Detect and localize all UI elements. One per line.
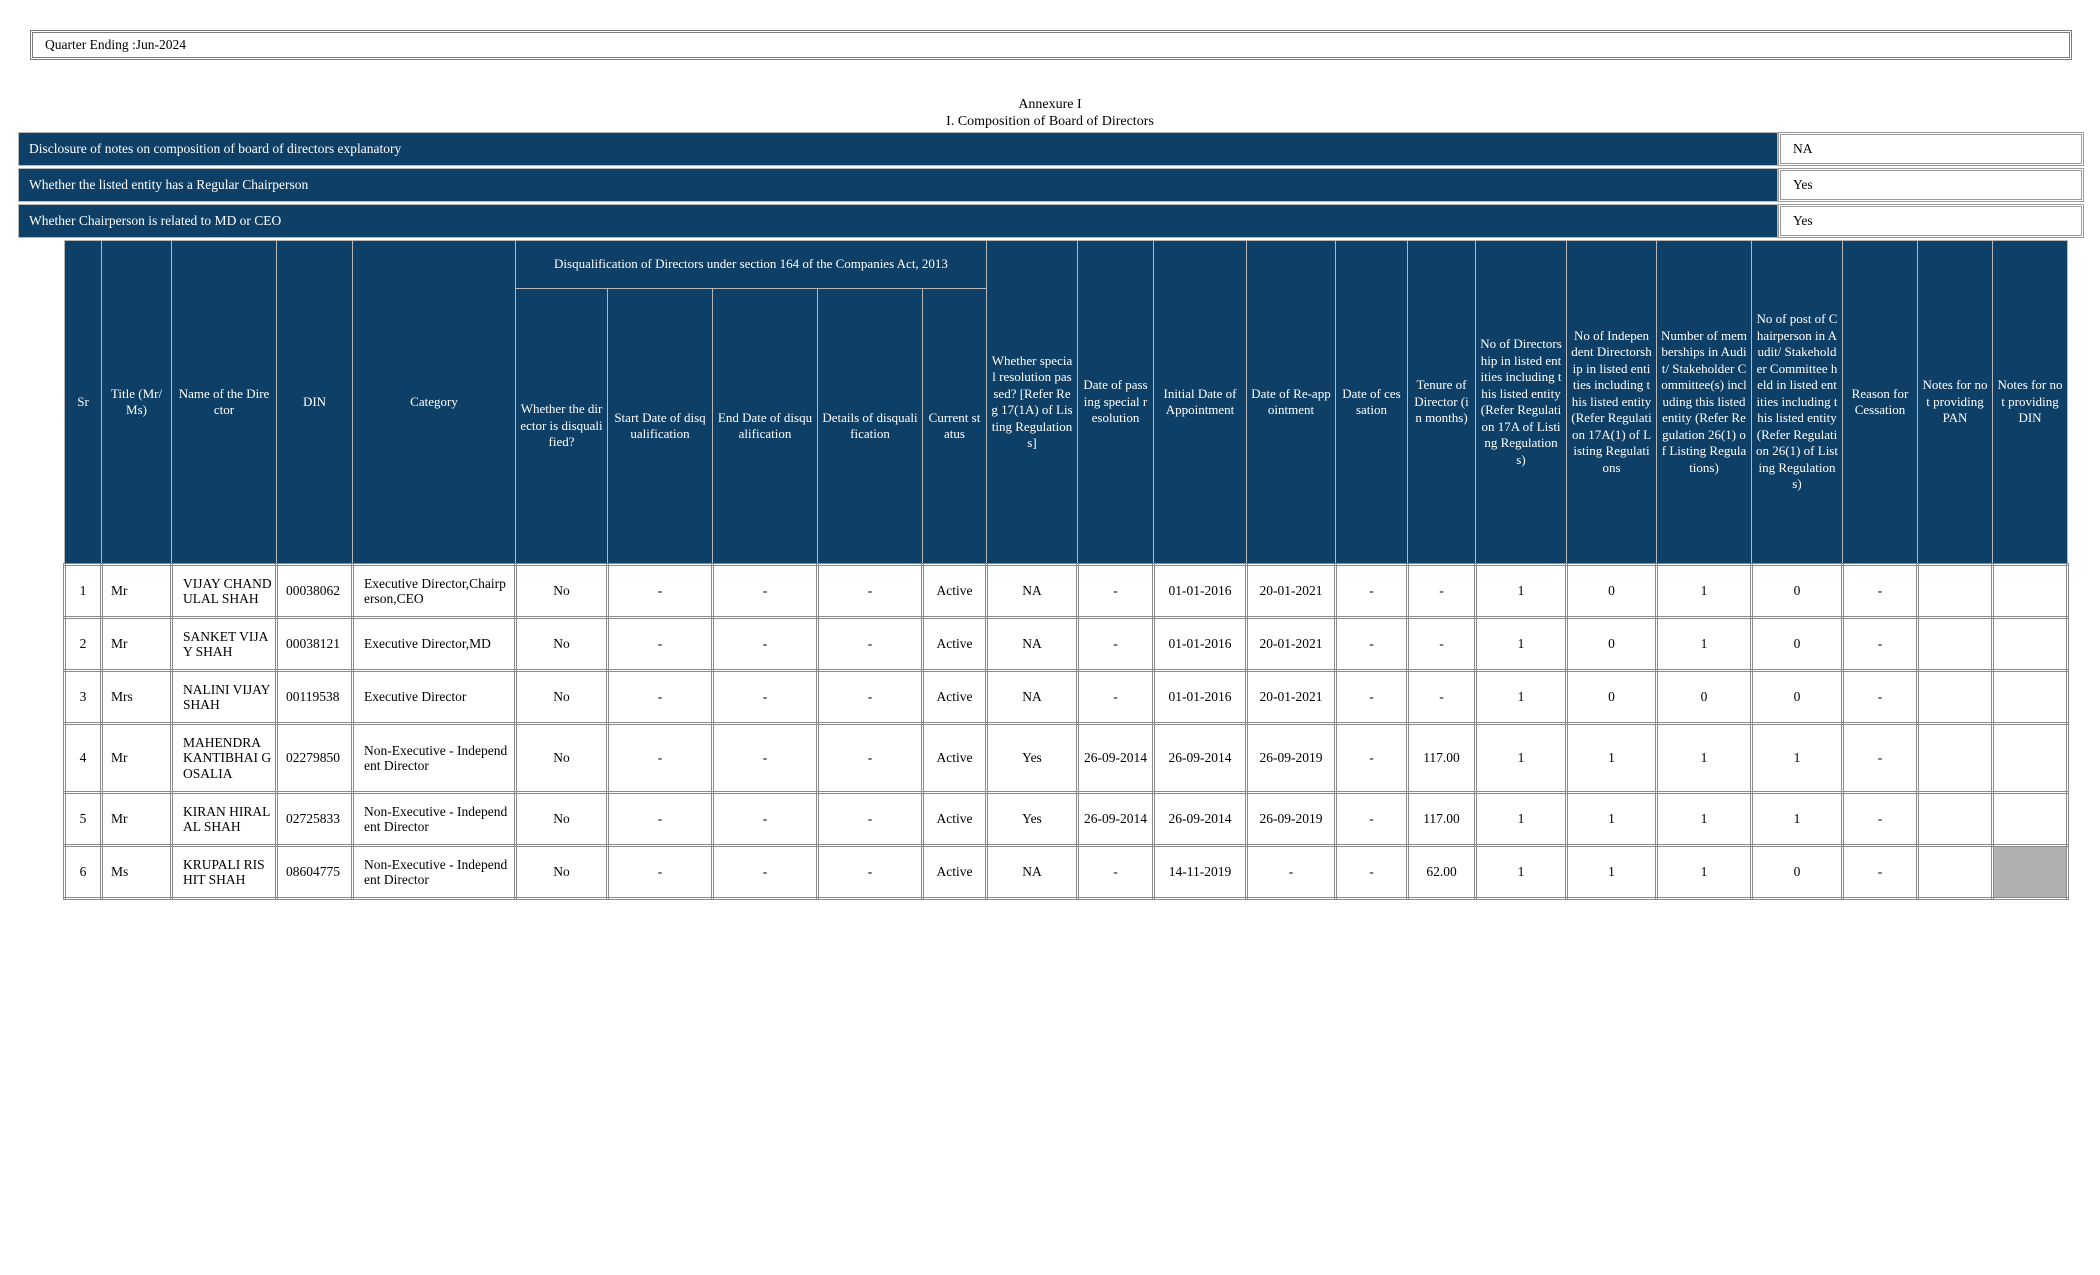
header-no-independent: No of Independent Directorship in listed entities including this listed entity (Refer Regulation 17A(1) of Listing Regulations [1567, 241, 1657, 565]
cell-notes-din [1993, 793, 2068, 846]
header-notes-pan: Notes for not providing PAN [1918, 241, 1993, 565]
cell-memberships: 1 [1657, 618, 1752, 671]
cell-reason-cessation: - [1843, 565, 1918, 618]
cell-special-resolution: NA [987, 846, 1078, 899]
cell-disqualified: No [516, 793, 608, 846]
disclosure-row [18, 132, 2084, 166]
cell-disq-details: - [818, 565, 923, 618]
table-row [65, 671, 2068, 724]
cell-chairperson-posts: 0 [1752, 565, 1843, 618]
cell-disq-end: - [713, 793, 818, 846]
header-disq-start: Start Date of disqualification [608, 289, 713, 565]
cell-chairperson-posts: 1 [1752, 724, 1843, 793]
cell-chairperson-posts: 1 [1752, 793, 1843, 846]
cell-disq-details: - [818, 724, 923, 793]
cell-cessation-date: - [1336, 724, 1408, 793]
cell-notes-pan [1918, 618, 1993, 671]
cell-din: 02725833 [277, 793, 353, 846]
cell-name: KRUPALI RISHIT SHAH [172, 846, 277, 899]
cell-cessation-date: - [1336, 793, 1408, 846]
cell-tenure: 62.00 [1408, 846, 1476, 899]
header-category: Category [353, 241, 516, 565]
cell-reappointment-date: 26-09-2019 [1247, 724, 1336, 793]
cell-memberships: 0 [1657, 671, 1752, 724]
cell-initial-date: 01-01-2016 [1154, 618, 1247, 671]
cell-din: 00038062 [277, 565, 353, 618]
cell-chairperson-posts: 0 [1752, 671, 1843, 724]
cell-din: 08604775 [277, 846, 353, 899]
cell-sr: 2 [65, 618, 102, 671]
section-title: I. Composition of Board of Directors [946, 114, 1154, 129]
cell-no-directorship: 1 [1476, 793, 1567, 846]
cell-special-resolution: NA [987, 565, 1078, 618]
header-disq-status: Current status [923, 289, 987, 565]
cell-disq-end: - [713, 724, 818, 793]
cell-sr: 4 [65, 724, 102, 793]
header-no-directorship: No of Directorship in listed entities including this listed entity (Refer Regulation 17A of Listing Regulations) [1476, 241, 1567, 565]
cell-notes-din [1993, 671, 2068, 724]
cell-status: Active [923, 846, 987, 899]
cell-tenure: 117.00 [1408, 793, 1476, 846]
cell-status: Active [923, 724, 987, 793]
header-reason-cessation: Reason for Cessation [1843, 241, 1918, 565]
disclosure-value-field[interactable]: Yes [1778, 204, 2084, 238]
header-tenure: Tenure of Director (in months) [1408, 241, 1476, 565]
cell-disq-start: - [608, 724, 713, 793]
header-special-resolution: Whether special resolution passed? [Refer Reg 17(1A) of Listing Regulations] [987, 241, 1078, 565]
cell-disq-start: - [608, 618, 713, 671]
cell-disq-end: - [713, 565, 818, 618]
table-row [65, 565, 2068, 618]
cell-cessation-date: - [1336, 565, 1408, 618]
cell-notes-pan [1918, 565, 1993, 618]
header-sr: Sr [65, 241, 102, 565]
cell-sr: 1 [65, 565, 102, 618]
cell-reason-cessation: - [1843, 618, 1918, 671]
cell-tenure: - [1408, 565, 1476, 618]
cell-notes-din [1993, 724, 2068, 793]
cell-sr: 3 [65, 671, 102, 724]
cell-reason-cessation: - [1843, 724, 1918, 793]
cell-chairperson-posts: 0 [1752, 618, 1843, 671]
header-memberships: Number of memberships in Audit/ Stakeholder Committee(s) including this listed entity (Refer Regulation 26(1) of Listing Regulations) [1657, 241, 1752, 565]
cell-name: MAHENDRA KANTIBHAI GOSALIA [172, 724, 277, 793]
annexure-title: Annexure I [1018, 97, 1082, 112]
cell-cessation-date: - [1336, 671, 1408, 724]
cell-date-special: - [1078, 618, 1154, 671]
cell-notes-pan [1918, 846, 1993, 899]
disclosure-label: Whether Chairperson is related to MD or CEO [18, 204, 1778, 238]
cell-category: Non-Executive - Independent Director [353, 846, 516, 899]
cell-no-directorship: 1 [1476, 565, 1567, 618]
disclosure-row [18, 204, 2084, 238]
cell-special-resolution: NA [987, 618, 1078, 671]
cell-disq-details: - [818, 846, 923, 899]
cell-disqualified: No [516, 565, 608, 618]
header-date-special-resolution: Date of passing special resolution [1078, 241, 1154, 565]
cell-memberships: 1 [1657, 724, 1752, 793]
cell-memberships: 1 [1657, 846, 1752, 899]
cell-no-directorship: 1 [1476, 724, 1567, 793]
cell-disqualified: No [516, 846, 608, 899]
quarter-ending-box [30, 30, 2072, 60]
cell-reappointment-date: 26-09-2019 [1247, 793, 1336, 846]
cell-category: Executive Director,MD [353, 618, 516, 671]
header-chairperson-posts: No of post of Chairperson in Audit/ Stakeholder Committee held in listed entities including this listed entity (Refer Regulation 26(1) of Listing Regulations) [1752, 241, 1843, 565]
cell-no-independent: 0 [1567, 618, 1657, 671]
cell-din: 00119538 [277, 671, 353, 724]
cell-special-resolution: Yes [987, 724, 1078, 793]
cell-reason-cessation: - [1843, 793, 1918, 846]
cell-reason-cessation: - [1843, 671, 1918, 724]
disclosure-label: Whether the listed entity has a Regular Chairperson [18, 168, 1778, 202]
cell-name: NALINI VIJAY SHAH [172, 671, 277, 724]
cell-disq-details: - [818, 793, 923, 846]
cell-notes-pan [1918, 724, 1993, 793]
cell-cessation-date: - [1336, 618, 1408, 671]
cell-name: VIJAY CHANDULAL SHAH [172, 565, 277, 618]
cell-tenure: - [1408, 671, 1476, 724]
header-disq-end: End Date of disqualification [713, 289, 818, 565]
cell-initial-date: 26-09-2014 [1154, 793, 1247, 846]
cell-title: Mr [102, 793, 172, 846]
cell-date-special: - [1078, 846, 1154, 899]
cell-memberships: 1 [1657, 565, 1752, 618]
table-row [65, 724, 2068, 793]
cell-category: Non-Executive - Independent Director [353, 793, 516, 846]
cell-date-special: - [1078, 565, 1154, 618]
cell-no-directorship: 1 [1476, 846, 1567, 899]
cell-reappointment-date: 20-01-2021 [1247, 671, 1336, 724]
cell-category: Executive Director,Chairperson,CEO [353, 565, 516, 618]
cell-disq-details: - [818, 618, 923, 671]
cell-date-special: 26-09-2014 [1078, 724, 1154, 793]
cell-title: Mr [102, 618, 172, 671]
disclosure-value-field[interactable]: NA [1778, 132, 2084, 166]
cell-notes-pan [1918, 793, 1993, 846]
cell-status: Active [923, 565, 987, 618]
cell-reappointment-date: 20-01-2021 [1247, 618, 1336, 671]
header-disq-details: Details of disqualification [818, 289, 923, 565]
cell-title: Mr [102, 565, 172, 618]
cell-initial-date: 01-01-2016 [1154, 671, 1247, 724]
cell-no-directorship: 1 [1476, 671, 1567, 724]
cell-cessation-date: - [1336, 846, 1408, 899]
cell-initial-date: 01-01-2016 [1154, 565, 1247, 618]
board-composition-table [63, 240, 2069, 900]
table-row [65, 793, 2068, 846]
cell-disq-details: - [818, 671, 923, 724]
cell-sr: 5 [65, 793, 102, 846]
cell-memberships: 1 [1657, 793, 1752, 846]
cell-title: Mr [102, 724, 172, 793]
cell-no-independent: 1 [1567, 793, 1657, 846]
cell-special-resolution: NA [987, 671, 1078, 724]
cell-initial-date: 26-09-2014 [1154, 724, 1247, 793]
cell-date-special: 26-09-2014 [1078, 793, 1154, 846]
cell-tenure: - [1408, 618, 1476, 671]
cell-no-independent: 0 [1567, 565, 1657, 618]
cell-disq-end: - [713, 846, 818, 899]
table-row [65, 846, 2068, 899]
header-disqualification-group: Disqualification of Directors under section 164 of the Companies Act, 2013 [516, 241, 987, 289]
cell-disq-start: - [608, 565, 713, 618]
cell-reappointment-date: - [1247, 846, 1336, 899]
cell-sr: 6 [65, 846, 102, 899]
cell-disq-end: - [713, 671, 818, 724]
cell-initial-date: 14-11-2019 [1154, 846, 1247, 899]
cell-no-directorship: 1 [1476, 618, 1567, 671]
cell-status: Active [923, 671, 987, 724]
disclosure-value-field[interactable]: Yes [1778, 168, 2084, 202]
header-din: DIN [277, 241, 353, 565]
header-title: Title (Mr/Ms) [102, 241, 172, 565]
header-initial-date: Initial Date of Appointment [1154, 241, 1247, 565]
cell-din: 02279850 [277, 724, 353, 793]
cell-reappointment-date: 20-01-2021 [1247, 565, 1336, 618]
cell-disq-end: - [713, 618, 818, 671]
cell-chairperson-posts: 0 [1752, 846, 1843, 899]
cell-disq-start: - [608, 846, 713, 899]
cell-status: Active [923, 793, 987, 846]
header-reappointment-date: Date of Re-appointment [1247, 241, 1336, 565]
cell-category: Non-Executive - Independent Director [353, 724, 516, 793]
header-name: Name of the Director [172, 241, 277, 565]
cell-category: Executive Director [353, 671, 516, 724]
cell-notes-din [1993, 618, 2068, 671]
table-row [65, 618, 2068, 671]
cell-notes-pan [1918, 671, 1993, 724]
cell-no-independent: 1 [1567, 724, 1657, 793]
cell-special-resolution: Yes [987, 793, 1078, 846]
cell-disqualified: No [516, 671, 608, 724]
cell-tenure: 117.00 [1408, 724, 1476, 793]
cell-status: Active [923, 618, 987, 671]
disclosure-label: Disclosure of notes on composition of board of directors explanatory [18, 132, 1778, 166]
cell-name: SANKET VIJAY SHAH [172, 618, 277, 671]
header-disq-whether: Whether the director is disqualified? [516, 289, 608, 565]
cell-name: KIRAN HIRALAL SHAH [172, 793, 277, 846]
cell-no-independent: 0 [1567, 671, 1657, 724]
disclosure-row [18, 168, 2084, 202]
cell-no-independent: 1 [1567, 846, 1657, 899]
cell-title: Ms [102, 846, 172, 899]
cell-disqualified: No [516, 618, 608, 671]
cell-din: 00038121 [277, 618, 353, 671]
cell-notes-din [1993, 565, 2068, 618]
cell-disqualified: No [516, 724, 608, 793]
cell-notes-din [1993, 846, 2068, 899]
cell-date-special: - [1078, 671, 1154, 724]
header-cessation-date: Date of cessation [1336, 241, 1408, 565]
cell-title: Mrs [102, 671, 172, 724]
cell-disq-start: - [608, 793, 713, 846]
header-notes-din: Notes for not providing DIN [1993, 241, 2068, 565]
cell-disq-start: - [608, 671, 713, 724]
cell-reason-cessation: - [1843, 846, 1918, 899]
quarter-ending-label: Quarter Ending :Jun-2024 [45, 37, 186, 52]
